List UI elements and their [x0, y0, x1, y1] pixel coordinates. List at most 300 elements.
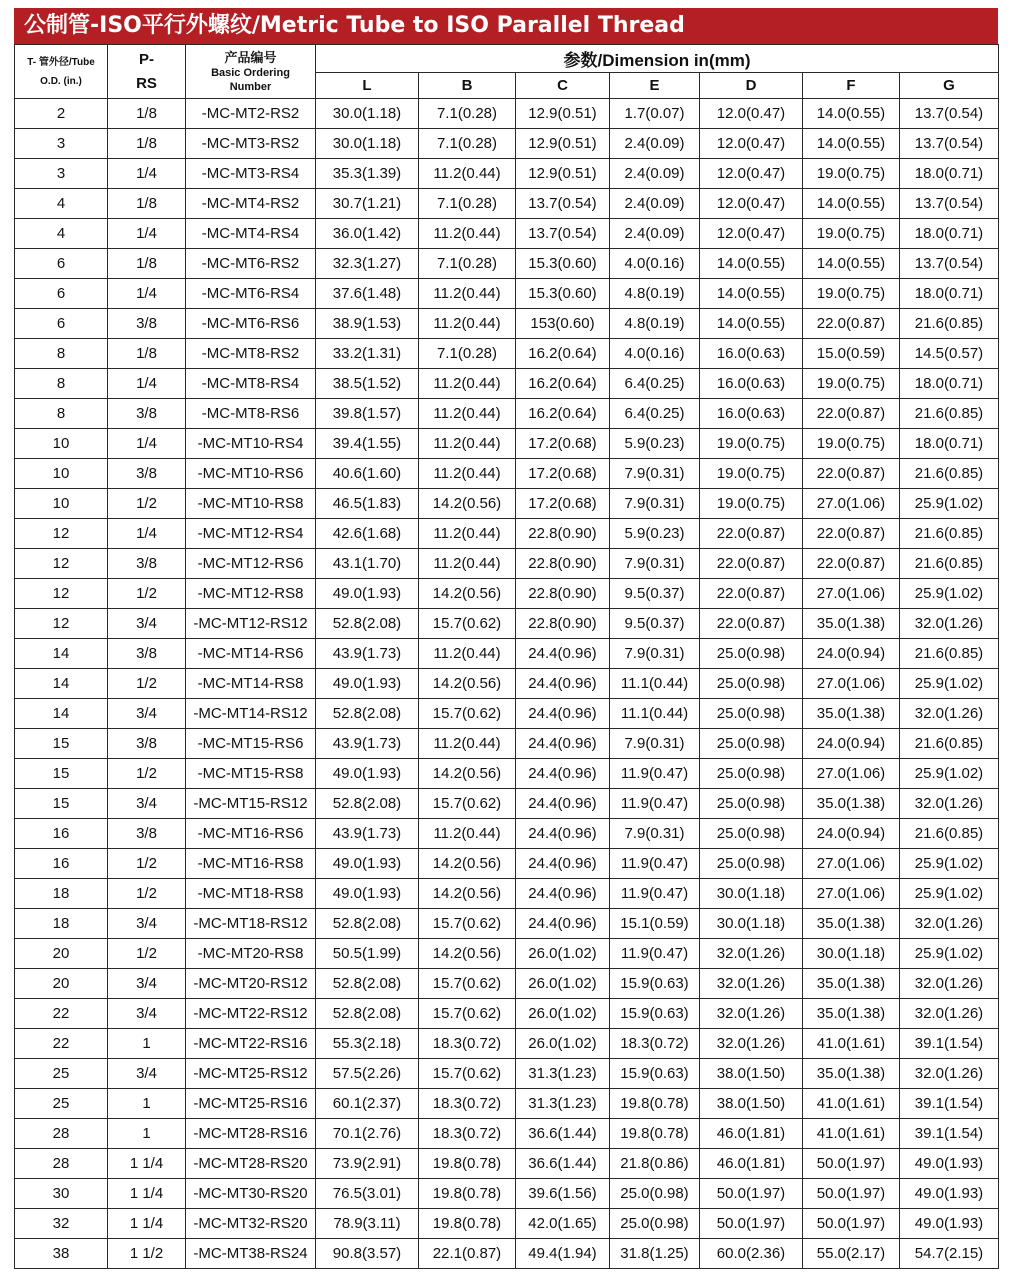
cell-port-thread: 1/8 — [108, 249, 186, 279]
cell-port-thread: 3/8 — [108, 399, 186, 429]
cell-dim-l: 30.0(1.18) — [316, 129, 419, 159]
cell-dim-l: 52.8(2.08) — [316, 699, 419, 729]
cell-ordering-number: -MC-MT25-RS12 — [186, 1059, 316, 1089]
cell-dim-c: 24.4(0.96) — [516, 879, 610, 909]
cell-tube-od: 4 — [15, 189, 108, 219]
cell-dim-g: 13.7(0.54) — [900, 129, 999, 159]
cell-dim-e: 4.0(0.16) — [610, 249, 700, 279]
cell-ordering-number: -MC-MT16-RS6 — [186, 819, 316, 849]
cell-dim-c: 24.4(0.96) — [516, 669, 610, 699]
cell-ordering-number: -MC-MT28-RS20 — [186, 1149, 316, 1179]
cell-ordering-number: -MC-MT14-RS12 — [186, 699, 316, 729]
cell-ordering-number: -MC-MT14-RS8 — [186, 669, 316, 699]
cell-dim-b: 14.2(0.56) — [419, 879, 516, 909]
cell-dim-l: 38.5(1.52) — [316, 369, 419, 399]
cell-dim-e: 18.3(0.72) — [610, 1029, 700, 1059]
cell-dim-c: 17.2(0.68) — [516, 489, 610, 519]
header-dim-b: B — [419, 73, 516, 99]
cell-dim-f: 19.0(0.75) — [803, 219, 900, 249]
cell-dim-d: 14.0(0.55) — [700, 249, 803, 279]
cell-port-thread: 3/4 — [108, 909, 186, 939]
cell-dim-c: 22.8(0.90) — [516, 579, 610, 609]
cell-dim-e: 7.9(0.31) — [610, 489, 700, 519]
cell-dim-g: 32.0(1.26) — [900, 609, 999, 639]
cell-tube-od: 10 — [15, 459, 108, 489]
cell-dim-d: 22.0(0.87) — [700, 609, 803, 639]
cell-dim-g: 25.9(1.02) — [900, 669, 999, 699]
cell-dim-e: 2.4(0.09) — [610, 219, 700, 249]
cell-dim-d: 16.0(0.63) — [700, 399, 803, 429]
cell-dim-d: 19.0(0.75) — [700, 459, 803, 489]
cell-ordering-number: -MC-MT28-RS16 — [186, 1119, 316, 1149]
cell-tube-od: 12 — [15, 519, 108, 549]
cell-dim-d: 22.0(0.87) — [700, 549, 803, 579]
cell-tube-od: 20 — [15, 969, 108, 999]
cell-dim-l: 36.0(1.42) — [316, 219, 419, 249]
cell-dim-b: 11.2(0.44) — [419, 639, 516, 669]
cell-dim-c: 31.3(1.23) — [516, 1059, 610, 1089]
table-row — [15, 279, 999, 309]
cell-dim-c: 39.6(1.56) — [516, 1179, 610, 1209]
cell-dim-f: 19.0(0.75) — [803, 429, 900, 459]
cell-dim-f: 35.0(1.38) — [803, 999, 900, 1029]
cell-dim-b: 11.2(0.44) — [419, 819, 516, 849]
cell-dim-c: 12.9(0.51) — [516, 159, 610, 189]
cell-dim-b: 15.7(0.62) — [419, 609, 516, 639]
cell-dim-g: 13.7(0.54) — [900, 99, 999, 129]
cell-dim-e: 2.4(0.09) — [610, 189, 700, 219]
cell-dim-d: 16.0(0.63) — [700, 369, 803, 399]
cell-dim-l: 49.0(1.93) — [316, 849, 419, 879]
table-row — [15, 429, 999, 459]
cell-dim-g: 21.6(0.85) — [900, 519, 999, 549]
cell-port-thread: 3/4 — [108, 969, 186, 999]
cell-ordering-number: -MC-MT18-RS8 — [186, 879, 316, 909]
cell-dim-l: 43.9(1.73) — [316, 729, 419, 759]
cell-dim-d: 38.0(1.50) — [700, 1059, 803, 1089]
cell-dim-d: 25.0(0.98) — [700, 639, 803, 669]
cell-dim-l: 49.0(1.93) — [316, 759, 419, 789]
cell-dim-l: 38.9(1.53) — [316, 309, 419, 339]
cell-dim-b: 19.8(0.78) — [419, 1209, 516, 1239]
cell-dim-d: 12.0(0.47) — [700, 129, 803, 159]
cell-tube-od: 18 — [15, 909, 108, 939]
cell-port-thread: 3/4 — [108, 1059, 186, 1089]
cell-tube-od: 22 — [15, 999, 108, 1029]
table-row — [15, 489, 999, 519]
cell-dim-b: 14.2(0.56) — [419, 489, 516, 519]
cell-dim-d: 25.0(0.98) — [700, 759, 803, 789]
cell-port-thread: 1/2 — [108, 579, 186, 609]
cell-dim-f: 15.0(0.59) — [803, 339, 900, 369]
table-row — [15, 219, 999, 249]
cell-ordering-number: -MC-MT38-RS24 — [186, 1239, 316, 1269]
cell-dim-g: 18.0(0.71) — [900, 219, 999, 249]
cell-dim-b: 14.2(0.56) — [419, 669, 516, 699]
cell-dim-f: 50.0(1.97) — [803, 1179, 900, 1209]
header-dimension: 参数/Dimension in(mm) — [316, 45, 999, 73]
cell-dim-g: 32.0(1.26) — [900, 969, 999, 999]
cell-dim-c: 24.4(0.96) — [516, 699, 610, 729]
table-row — [15, 999, 999, 1029]
table-row — [15, 369, 999, 399]
cell-dim-f: 27.0(1.06) — [803, 489, 900, 519]
cell-dim-g: 32.0(1.26) — [900, 699, 999, 729]
table-row — [15, 729, 999, 759]
cell-dim-c: 16.2(0.64) — [516, 399, 610, 429]
cell-port-thread: 3/4 — [108, 699, 186, 729]
cell-dim-c: 36.6(1.44) — [516, 1119, 610, 1149]
cell-ordering-number: -MC-MT10-RS6 — [186, 459, 316, 489]
cell-port-thread: 3/8 — [108, 309, 186, 339]
cell-dim-e: 5.9(0.23) — [610, 519, 700, 549]
cell-dim-e: 15.9(0.63) — [610, 1059, 700, 1089]
cell-dim-l: 30.7(1.21) — [316, 189, 419, 219]
cell-dim-e: 11.9(0.47) — [610, 939, 700, 969]
cell-dim-f: 50.0(1.97) — [803, 1209, 900, 1239]
cell-dim-c: 153(0.60) — [516, 309, 610, 339]
cell-dim-l: 40.6(1.60) — [316, 459, 419, 489]
cell-dim-c: 24.4(0.96) — [516, 909, 610, 939]
cell-dim-d: 25.0(0.98) — [700, 699, 803, 729]
table-row — [15, 969, 999, 999]
cell-ordering-number: -MC-MT4-RS2 — [186, 189, 316, 219]
table-row — [15, 879, 999, 909]
cell-dim-g: 49.0(1.93) — [900, 1179, 999, 1209]
cell-dim-d: 22.0(0.87) — [700, 579, 803, 609]
cell-port-thread: 1/8 — [108, 129, 186, 159]
cell-dim-g: 25.9(1.02) — [900, 939, 999, 969]
cell-dim-c: 17.2(0.68) — [516, 429, 610, 459]
cell-ordering-number: -MC-MT32-RS20 — [186, 1209, 316, 1239]
cell-ordering-number: -MC-MT2-RS2 — [186, 99, 316, 129]
cell-port-thread: 1/4 — [108, 369, 186, 399]
table-row — [15, 849, 999, 879]
table-row — [15, 1059, 999, 1089]
cell-dim-d: 46.0(1.81) — [700, 1149, 803, 1179]
cell-dim-d: 12.0(0.47) — [700, 189, 803, 219]
cell-dim-g: 21.6(0.85) — [900, 549, 999, 579]
table-row — [15, 459, 999, 489]
cell-dim-f: 35.0(1.38) — [803, 699, 900, 729]
header-tube-od-line1: T- 管外径/Tube — [27, 56, 95, 68]
spec-table — [14, 44, 999, 1269]
cell-ordering-number: -MC-MT6-RS2 — [186, 249, 316, 279]
cell-dim-d: 60.0(2.36) — [700, 1239, 803, 1269]
cell-dim-l: 49.0(1.93) — [316, 879, 419, 909]
cell-dim-c: 22.8(0.90) — [516, 519, 610, 549]
cell-port-thread: 3/8 — [108, 639, 186, 669]
cell-dim-g: 32.0(1.26) — [900, 789, 999, 819]
cell-dim-c: 16.2(0.64) — [516, 369, 610, 399]
cell-tube-od: 3 — [15, 129, 108, 159]
table-row — [15, 1119, 999, 1149]
cell-dim-f: 22.0(0.87) — [803, 519, 900, 549]
cell-ordering-number: -MC-MT16-RS8 — [186, 849, 316, 879]
cell-dim-l: 42.6(1.68) — [316, 519, 419, 549]
header-dim-f: F — [803, 73, 900, 99]
cell-dim-d: 12.0(0.47) — [700, 99, 803, 129]
cell-dim-c: 49.4(1.94) — [516, 1239, 610, 1269]
cell-dim-g: 18.0(0.71) — [900, 159, 999, 189]
cell-dim-g: 18.0(0.71) — [900, 369, 999, 399]
cell-dim-d: 14.0(0.55) — [700, 279, 803, 309]
cell-dim-b: 15.7(0.62) — [419, 999, 516, 1029]
table-row — [15, 699, 999, 729]
cell-ordering-number: -MC-MT20-RS12 — [186, 969, 316, 999]
cell-dim-d: 25.0(0.98) — [700, 819, 803, 849]
cell-dim-e: 11.1(0.44) — [610, 699, 700, 729]
cell-dim-l: 55.3(2.18) — [316, 1029, 419, 1059]
cell-dim-d: 19.0(0.75) — [700, 489, 803, 519]
header-ordering-number — [186, 45, 316, 99]
cell-dim-g: 25.9(1.02) — [900, 849, 999, 879]
cell-dim-g: 25.9(1.02) — [900, 579, 999, 609]
cell-port-thread: 1/4 — [108, 159, 186, 189]
cell-dim-l: 37.6(1.48) — [316, 279, 419, 309]
cell-dim-d: 12.0(0.47) — [700, 159, 803, 189]
cell-port-thread: 3/8 — [108, 459, 186, 489]
table-row — [15, 579, 999, 609]
cell-tube-od: 16 — [15, 849, 108, 879]
cell-tube-od: 14 — [15, 699, 108, 729]
cell-tube-od: 28 — [15, 1149, 108, 1179]
cell-dim-f: 27.0(1.06) — [803, 849, 900, 879]
cell-dim-c: 24.4(0.96) — [516, 639, 610, 669]
cell-dim-b: 19.8(0.78) — [419, 1179, 516, 1209]
cell-dim-b: 15.7(0.62) — [419, 969, 516, 999]
cell-ordering-number: -MC-MT12-RS12 — [186, 609, 316, 639]
cell-tube-od: 30 — [15, 1179, 108, 1209]
cell-ordering-number: -MC-MT20-RS8 — [186, 939, 316, 969]
header-dim-g: G — [900, 73, 999, 99]
cell-ordering-number: -MC-MT3-RS2 — [186, 129, 316, 159]
table-row — [15, 399, 999, 429]
cell-dim-e: 6.4(0.25) — [610, 399, 700, 429]
table-row — [15, 789, 999, 819]
cell-tube-od: 15 — [15, 729, 108, 759]
cell-dim-f: 22.0(0.87) — [803, 459, 900, 489]
cell-dim-b: 18.3(0.72) — [419, 1089, 516, 1119]
cell-dim-c: 13.7(0.54) — [516, 219, 610, 249]
cell-port-thread: 1 1/4 — [108, 1209, 186, 1239]
cell-port-thread: 1 1/4 — [108, 1179, 186, 1209]
cell-ordering-number: -MC-MT15-RS8 — [186, 759, 316, 789]
cell-ordering-number: -MC-MT22-RS16 — [186, 1029, 316, 1059]
cell-dim-b: 14.2(0.56) — [419, 579, 516, 609]
header-tube-od-line2: O.D. (in.) — [40, 75, 82, 87]
cell-dim-f: 19.0(0.75) — [803, 369, 900, 399]
cell-dim-d: 50.0(1.97) — [700, 1209, 803, 1239]
cell-dim-g: 21.6(0.85) — [900, 639, 999, 669]
cell-tube-od: 8 — [15, 339, 108, 369]
cell-dim-d: 46.0(1.81) — [700, 1119, 803, 1149]
cell-dim-e: 4.0(0.16) — [610, 339, 700, 369]
header-dim-c: C — [516, 73, 610, 99]
cell-dim-b: 7.1(0.28) — [419, 249, 516, 279]
cell-dim-e: 7.9(0.31) — [610, 549, 700, 579]
cell-dim-l: 32.3(1.27) — [316, 249, 419, 279]
header-prs-line1: P- — [139, 50, 154, 68]
cell-dim-b: 7.1(0.28) — [419, 99, 516, 129]
cell-ordering-number: -MC-MT10-RS4 — [186, 429, 316, 459]
cell-dim-l: 49.0(1.93) — [316, 669, 419, 699]
cell-port-thread: 3/8 — [108, 819, 186, 849]
cell-tube-od: 15 — [15, 789, 108, 819]
cell-dim-f: 41.0(1.61) — [803, 1089, 900, 1119]
cell-tube-od: 3 — [15, 159, 108, 189]
cell-dim-e: 2.4(0.09) — [610, 159, 700, 189]
cell-dim-f: 19.0(0.75) — [803, 159, 900, 189]
cell-dim-l: 78.9(3.11) — [316, 1209, 419, 1239]
cell-tube-od: 14 — [15, 669, 108, 699]
cell-dim-e: 15.9(0.63) — [610, 999, 700, 1029]
table-row — [15, 1179, 999, 1209]
cell-dim-c: 26.0(1.02) — [516, 969, 610, 999]
cell-dim-e: 15.1(0.59) — [610, 909, 700, 939]
cell-dim-g: 21.6(0.85) — [900, 309, 999, 339]
cell-dim-c: 16.2(0.64) — [516, 339, 610, 369]
cell-dim-g: 32.0(1.26) — [900, 999, 999, 1029]
table-row — [15, 819, 999, 849]
cell-tube-od: 10 — [15, 489, 108, 519]
cell-dim-f: 14.0(0.55) — [803, 129, 900, 159]
cell-dim-f: 27.0(1.06) — [803, 879, 900, 909]
cell-tube-od: 18 — [15, 879, 108, 909]
cell-tube-od: 10 — [15, 429, 108, 459]
cell-dim-g: 21.6(0.85) — [900, 819, 999, 849]
cell-tube-od: 15 — [15, 759, 108, 789]
cell-dim-d: 12.0(0.47) — [700, 219, 803, 249]
cell-dim-l: 76.5(3.01) — [316, 1179, 419, 1209]
cell-dim-c: 31.3(1.23) — [516, 1089, 610, 1119]
cell-port-thread: 1/2 — [108, 489, 186, 519]
cell-ordering-number: -MC-MT25-RS16 — [186, 1089, 316, 1119]
header-prs-line2: RS — [136, 74, 157, 92]
cell-dim-g: 13.7(0.54) — [900, 189, 999, 219]
cell-dim-f: 24.0(0.94) — [803, 639, 900, 669]
cell-port-thread: 3/4 — [108, 999, 186, 1029]
cell-dim-e: 4.8(0.19) — [610, 309, 700, 339]
cell-dim-l: 52.8(2.08) — [316, 969, 419, 999]
cell-dim-g: 25.9(1.02) — [900, 759, 999, 789]
cell-tube-od: 6 — [15, 249, 108, 279]
cell-dim-b: 11.2(0.44) — [419, 369, 516, 399]
cell-tube-od: 8 — [15, 399, 108, 429]
cell-dim-b: 11.2(0.44) — [419, 549, 516, 579]
cell-dim-f: 30.0(1.18) — [803, 939, 900, 969]
cell-tube-od: 25 — [15, 1089, 108, 1119]
cell-dim-d: 22.0(0.87) — [700, 519, 803, 549]
cell-ordering-number: -MC-MT8-RS4 — [186, 369, 316, 399]
cell-port-thread: 1/2 — [108, 669, 186, 699]
cell-dim-f: 41.0(1.61) — [803, 1029, 900, 1059]
cell-dim-g: 32.0(1.26) — [900, 909, 999, 939]
table-row — [15, 309, 999, 339]
cell-dim-l: 73.9(2.91) — [316, 1149, 419, 1179]
cell-dim-l: 49.0(1.93) — [316, 579, 419, 609]
cell-dim-b: 11.2(0.44) — [419, 159, 516, 189]
cell-dim-c: 12.9(0.51) — [516, 129, 610, 159]
cell-dim-g: 21.6(0.85) — [900, 729, 999, 759]
cell-dim-b: 14.2(0.56) — [419, 849, 516, 879]
cell-dim-b: 11.2(0.44) — [419, 519, 516, 549]
cell-port-thread: 1/4 — [108, 429, 186, 459]
cell-tube-od: 2 — [15, 99, 108, 129]
cell-dim-g: 39.1(1.54) — [900, 1029, 999, 1059]
cell-dim-f: 24.0(0.94) — [803, 819, 900, 849]
cell-dim-f: 27.0(1.06) — [803, 579, 900, 609]
cell-dim-e: 21.8(0.86) — [610, 1149, 700, 1179]
cell-dim-c: 36.6(1.44) — [516, 1149, 610, 1179]
cell-dim-f: 22.0(0.87) — [803, 549, 900, 579]
cell-dim-l: 60.1(2.37) — [316, 1089, 419, 1119]
cell-dim-f: 27.0(1.06) — [803, 669, 900, 699]
cell-dim-c: 26.0(1.02) — [516, 1029, 610, 1059]
cell-dim-l: 90.8(3.57) — [316, 1239, 419, 1269]
cell-dim-b: 11.2(0.44) — [419, 429, 516, 459]
cell-dim-b: 15.7(0.62) — [419, 789, 516, 819]
cell-dim-b: 14.2(0.56) — [419, 939, 516, 969]
cell-dim-l: 39.4(1.55) — [316, 429, 419, 459]
cell-dim-b: 22.1(0.87) — [419, 1239, 516, 1269]
header-dim-e: E — [610, 73, 700, 99]
cell-dim-g: 21.6(0.85) — [900, 399, 999, 429]
cell-dim-e: 11.9(0.47) — [610, 759, 700, 789]
cell-dim-e: 2.4(0.09) — [610, 129, 700, 159]
cell-dim-c: 42.0(1.65) — [516, 1209, 610, 1239]
cell-dim-g: 49.0(1.93) — [900, 1209, 999, 1239]
header-tube-od — [15, 45, 108, 99]
cell-dim-g: 54.7(2.15) — [900, 1239, 999, 1269]
table-row — [15, 669, 999, 699]
cell-ordering-number: -MC-MT10-RS8 — [186, 489, 316, 519]
table-title: 公制管-ISO平行外螺纹/Metric Tube to ISO Parallel Thread — [14, 8, 998, 44]
cell-tube-od: 28 — [15, 1119, 108, 1149]
cell-dim-f: 14.0(0.55) — [803, 189, 900, 219]
table-row — [15, 1029, 999, 1059]
cell-dim-e: 11.9(0.47) — [610, 879, 700, 909]
cell-dim-b: 11.2(0.44) — [419, 459, 516, 489]
cell-dim-e: 7.9(0.31) — [610, 459, 700, 489]
cell-dim-l: 39.8(1.57) — [316, 399, 419, 429]
cell-tube-od: 32 — [15, 1209, 108, 1239]
cell-dim-d: 32.0(1.26) — [700, 999, 803, 1029]
cell-port-thread: 3/8 — [108, 549, 186, 579]
cell-tube-od: 12 — [15, 609, 108, 639]
cell-dim-b: 11.2(0.44) — [419, 399, 516, 429]
cell-dim-e: 15.9(0.63) — [610, 969, 700, 999]
cell-ordering-number: -MC-MT12-RS4 — [186, 519, 316, 549]
cell-ordering-number: -MC-MT22-RS12 — [186, 999, 316, 1029]
header-dim-l: L — [316, 73, 419, 99]
cell-dim-c: 24.4(0.96) — [516, 819, 610, 849]
cell-dim-f: 14.0(0.55) — [803, 99, 900, 129]
cell-dim-b: 15.7(0.62) — [419, 699, 516, 729]
cell-dim-d: 32.0(1.26) — [700, 939, 803, 969]
cell-dim-e: 1.7(0.07) — [610, 99, 700, 129]
cell-dim-f: 35.0(1.38) — [803, 909, 900, 939]
cell-dim-l: 33.2(1.31) — [316, 339, 419, 369]
cell-dim-f: 22.0(0.87) — [803, 309, 900, 339]
cell-dim-d: 32.0(1.26) — [700, 969, 803, 999]
cell-dim-e: 11.9(0.47) — [610, 849, 700, 879]
header-dim-d: D — [700, 73, 803, 99]
cell-dim-e: 9.5(0.37) — [610, 579, 700, 609]
cell-dim-c: 26.0(1.02) — [516, 939, 610, 969]
cell-tube-od: 16 — [15, 819, 108, 849]
cell-port-thread: 1 — [108, 1119, 186, 1149]
